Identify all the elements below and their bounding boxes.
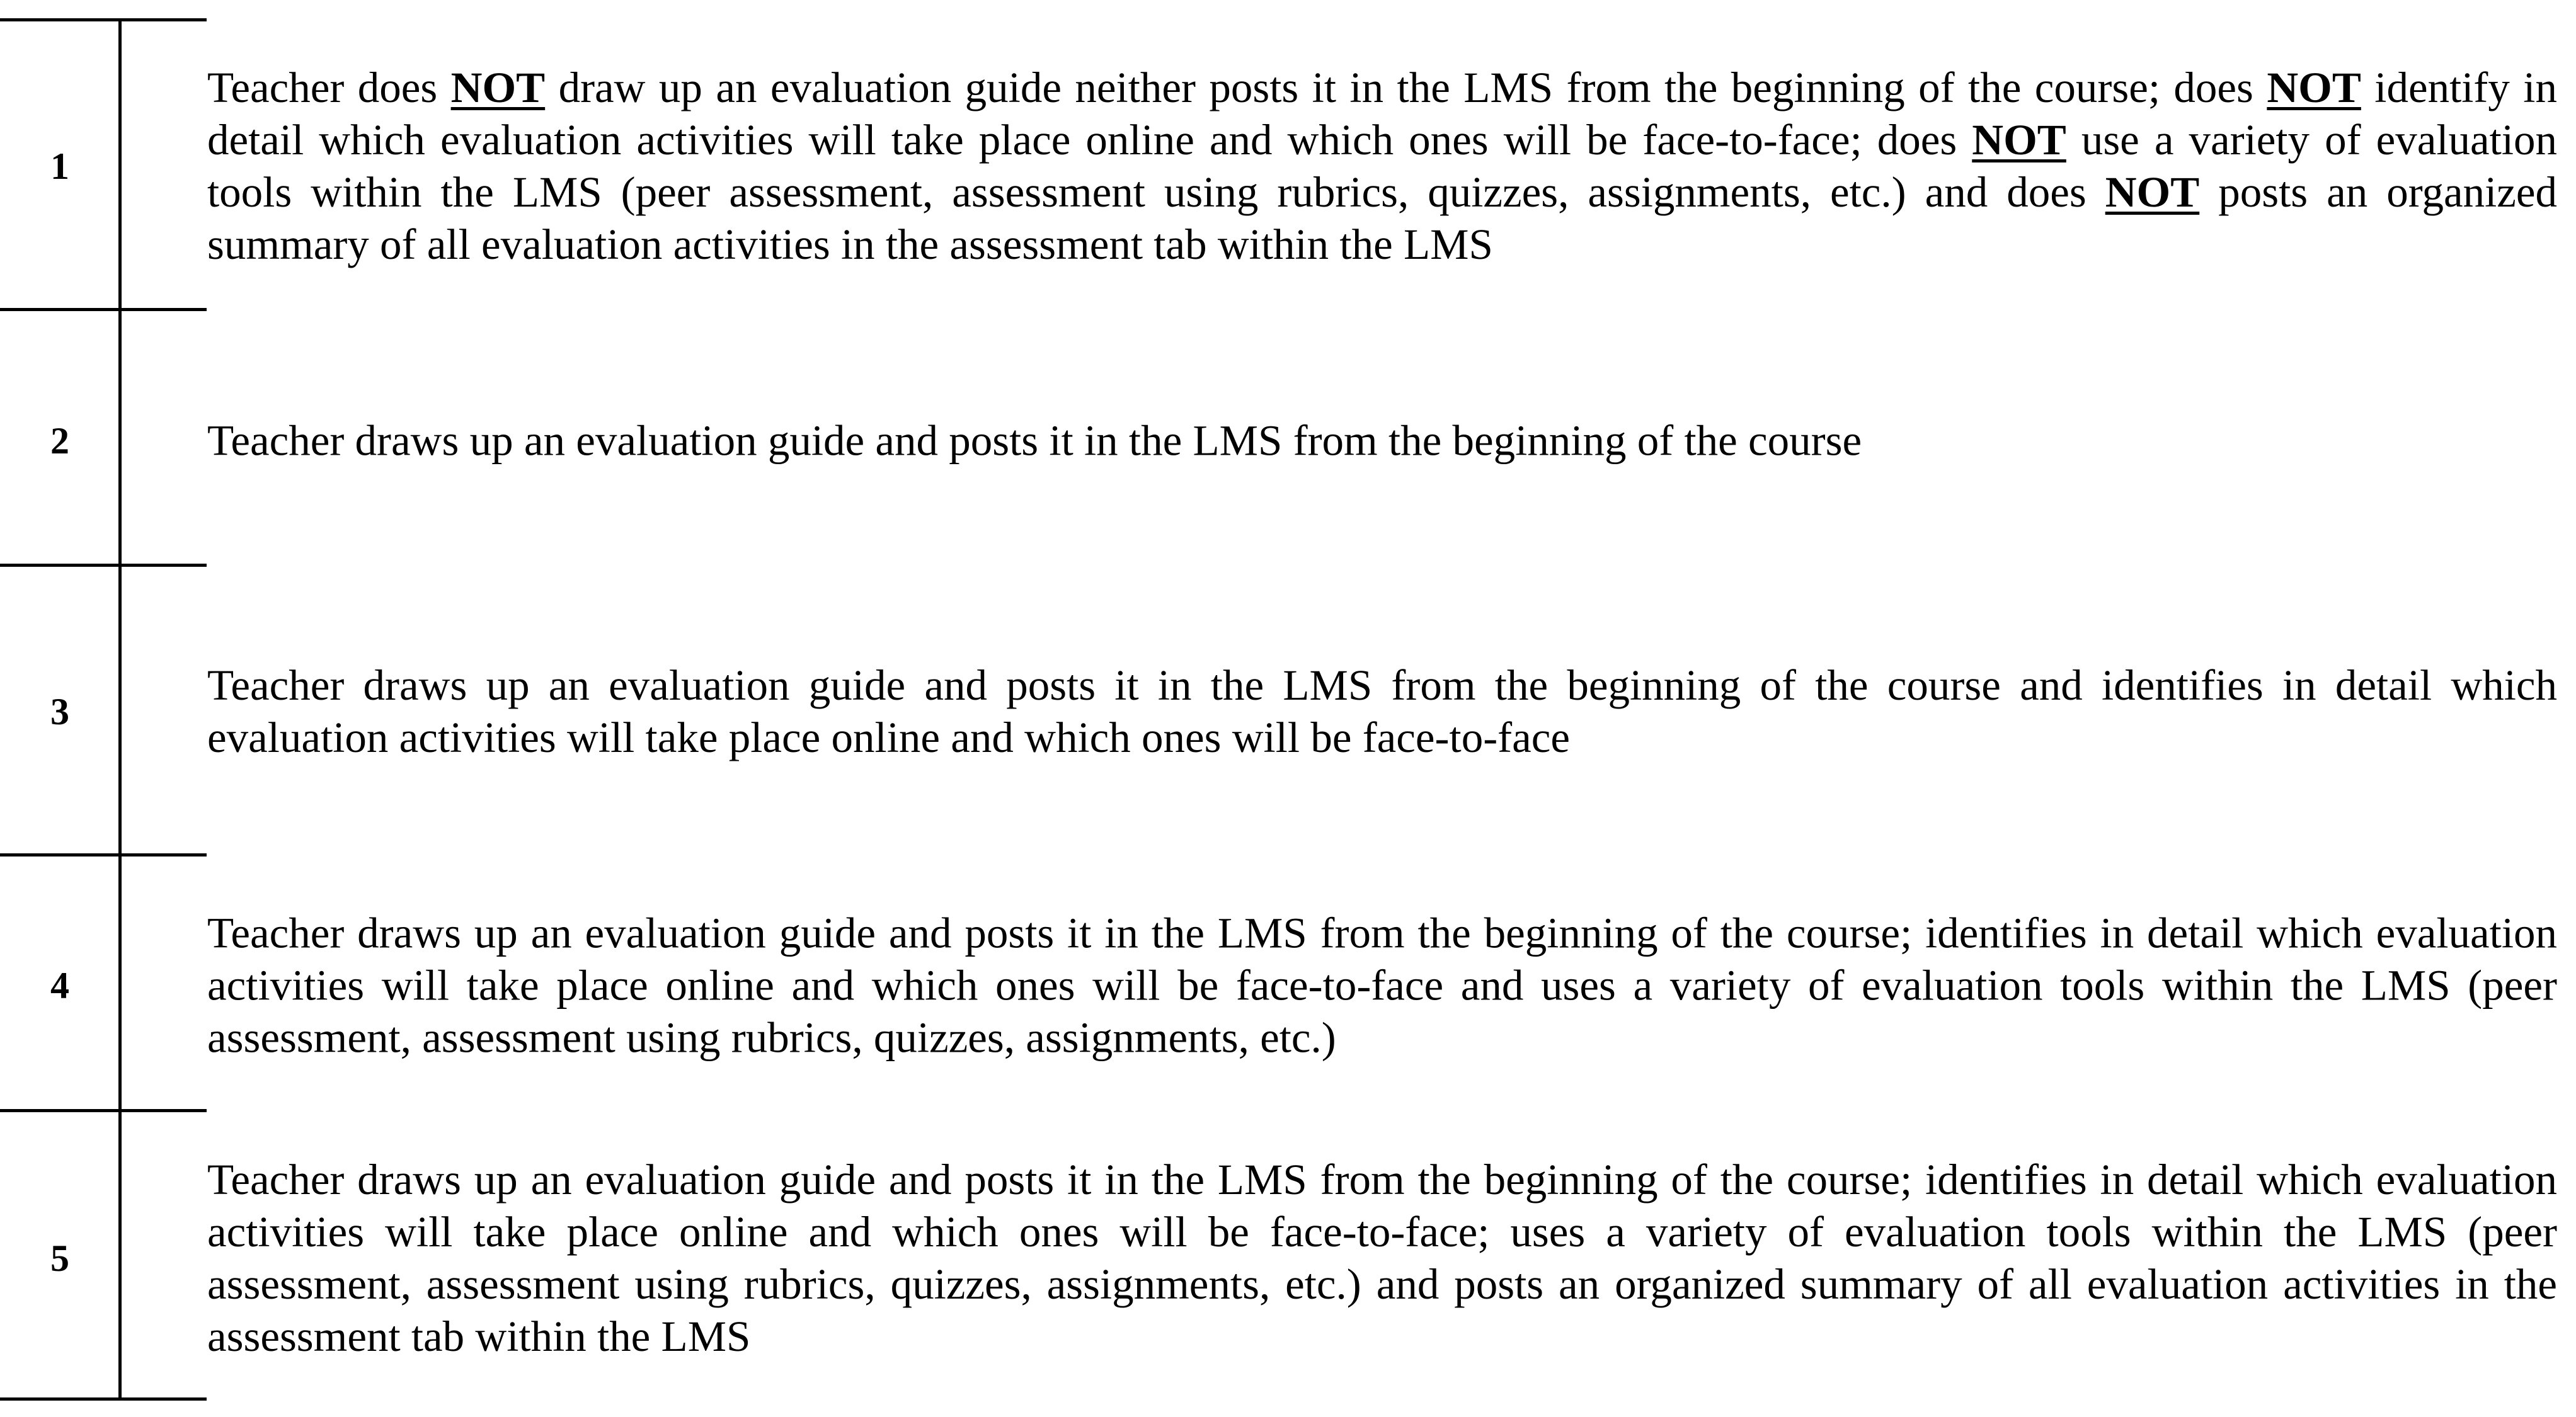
row-divider [0, 1397, 207, 1401]
row-1-number: 1 [50, 145, 69, 187]
row-1-not-emphasis: NOT [2267, 64, 2361, 111]
row-1-not-emphasis: NOT [1972, 116, 2066, 164]
row-divider [0, 1109, 207, 1112]
row-2-number: 2 [50, 420, 69, 462]
row-1-text-segment: identify in detail which evaluation activities will take place online and which ones will be face-to-face; does [207, 64, 2557, 164]
row-1-text-segment: draw up an evaluation guide neither posts it in the LMS from the beginning of the course; does [545, 64, 2267, 111]
row-3-number: 3 [50, 691, 69, 732]
row-divider [0, 564, 207, 567]
row-5-description: Teacher draws up an evaluation guide and posts it in the LMS from the beginning of the course; identifies in detail which evaluation activities will take place online and which ones will be face-to-face; uses a variety of evaluation tools within the LMS (peer assessment, assessment using rubrics, quizzes, assignments, etc.) and posts an organized summary of all evaluation activities in the assessment tab within the LMS [207, 1156, 2557, 1360]
row-1-text-segment: Teacher does [207, 64, 451, 111]
row-5-number: 5 [50, 1238, 69, 1279]
row-divider [0, 308, 207, 311]
row-3-description: Teacher draws up an evaluation guide and posts it in the LMS from the beginning of the course and identifies in detail which evaluation activities will take place online and which ones will be face-to-face [207, 661, 2557, 761]
row-1-text-segment: use a variety of evaluation tools within the LMS (peer assessment, assessment using rubrics, quizzes, assignments, etc.) and does [207, 116, 2557, 216]
row-4-description: Teacher draws up an evaluation guide and posts it in the LMS from the beginning of the course; identifies in detail which evaluation activities will take place online and which ones will be face-to-face and uses a variety of evaluation tools within the LMS (peer assessment, assessment using rubrics, quizzes, assignments, etc.) [207, 909, 2557, 1062]
row-divider [0, 18, 207, 21]
row-1-not-emphasis: NOT [2105, 168, 2200, 216]
row-1-text-segment: posts an organized summary of all evaluation activities in the assessment tab within the LMS [207, 168, 2557, 268]
row-2-description: Teacher draws up an evaluation guide and posts it in the LMS from the beginning of the course [207, 416, 1862, 465]
row-1-description [207, 62, 2557, 271]
row-divider [0, 853, 207, 856]
row-1-not-emphasis: NOT [450, 64, 546, 111]
row-4-number: 4 [50, 965, 69, 1006]
